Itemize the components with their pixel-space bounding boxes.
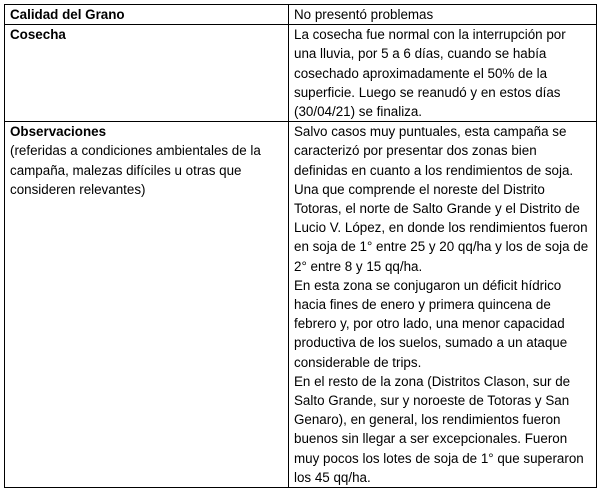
row-value-line: cosechado aproximadamente el 50% de la [294,65,548,81]
row-label: Calidad del Grano [10,7,125,22]
paragraph-line: Genaro), en general, los rendimientos fueron [294,412,561,428]
paragraph-line: En el resto de la zona (Distritos Clason, sur de [294,373,571,389]
row-value-line: No presentó problemas [294,7,434,22]
paragraph-line: Totoras, el norte de Salto Grande y el Distrito de [294,201,580,217]
row-label: Cosecha [10,27,66,43]
report-table [4,4,597,488]
paragraph-line: 2° entre 8 y 15 qq/ha. [294,258,423,274]
paragraph-line: considerable de trips. [294,354,422,370]
row-label-cell [5,5,289,25]
paragraph-line: en soja de 1° entre 25 y 20 qq/ha y los de soja de [294,239,589,255]
paragraph-line: muy pocos los lotes de soja de 1° que superaron [294,450,584,466]
row-sublabel-line: consideren relevantes) [10,181,146,197]
row-value-cell [289,25,597,122]
row-label-cell [5,25,289,122]
paragraph-line: Una que comprende el noreste del Distrito [294,181,545,197]
row-value-line: La cosecha fue normal con la interrupción por [294,27,566,43]
row-value-cell [289,5,597,25]
table-row-calidad [5,5,597,25]
table-row-cosecha [5,25,597,122]
row-value-cell [289,122,597,488]
paragraph-line: Lucio V. López, en donde los rendimientos fueron [294,220,588,236]
paragraph-line: Salvo casos muy puntuales, esta campaña se [294,124,567,140]
row-sublabel-line: (referidas a condiciones ambientales de la [10,143,261,159]
paragraph-line: En esta zona se conjugaron un déficit hídrico [294,277,562,293]
paragraph-line: febrero y, por otro lado, una menor capacidad [294,316,565,332]
row-value-line: una lluvia, por 5 a 6 días, cuando se había [294,46,547,62]
paragraph-line: Salto Grande, sur y noroeste de Totoras y San [294,393,570,409]
paragraph-line: caracterizó por presentar dos zonas bien [294,143,537,159]
paragraph-line: los 45 qq/ha. [294,469,371,485]
paragraph-line: hacia fines de enero y primera quincena de [294,297,551,313]
row-label-cell [5,122,289,488]
paragraph-line: definidas en cuanto a los rendimientos de soja. [294,162,574,178]
paragraph-line: productiva de los suelos, sumado a un ataque [294,335,568,351]
paragraph-line: buenos sin llegar a ser excepcionales. Fueron [294,431,568,447]
table-row-observaciones [5,122,597,488]
row-value-line: (30/04/21) se finaliza. [294,104,423,120]
row-value-line: superficie. Luego se reanudó y en estos días [294,84,561,100]
row-sublabel-line: campaña, malezas difíciles u otras que [10,162,242,178]
row-label: Observaciones [10,124,107,140]
